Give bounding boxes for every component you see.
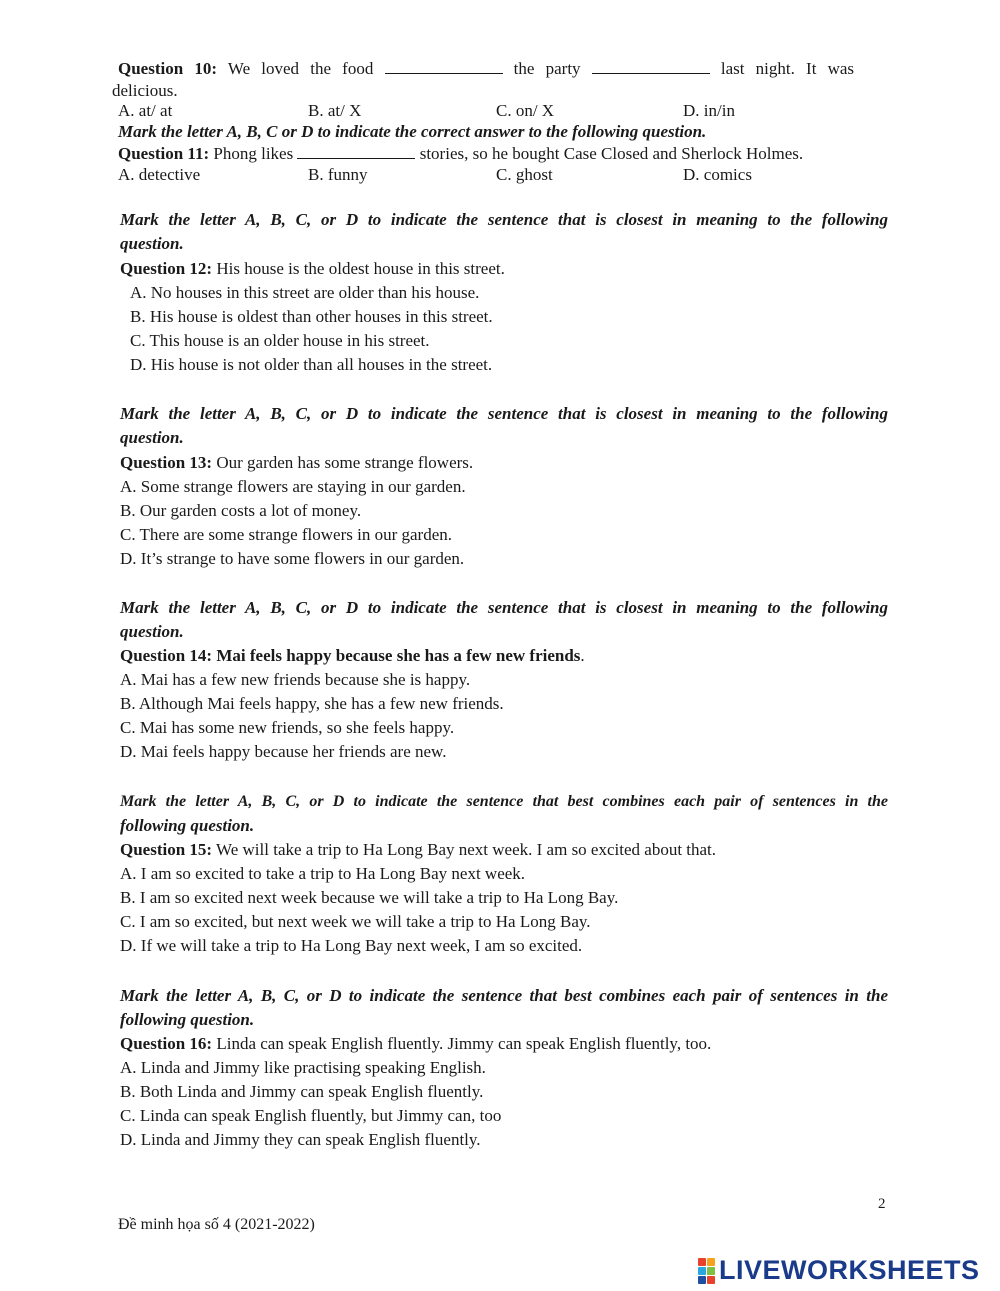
instruction: Mark the letter A, B, C, or D to indicate the sentence that best combines each pair of sentences in the	[120, 986, 888, 1005]
liveworksheets-logo[interactable]	[698, 1255, 980, 1286]
answer-blank-1[interactable]	[385, 59, 503, 74]
option-c[interactable]: C. on/ X	[496, 101, 555, 120]
tile	[698, 1276, 706, 1284]
question-11-label: Question 11:	[118, 144, 210, 163]
tile	[698, 1267, 706, 1275]
option-b[interactable]: B. Our garden costs a lot of money.	[120, 501, 362, 520]
logo-tiles-icon	[698, 1258, 715, 1284]
option-b[interactable]: B. I am so excited next week because we will take a trip to Ha Long Bay.	[120, 888, 619, 907]
option-d[interactable]: D. comics	[683, 165, 752, 184]
option-d[interactable]: D. Mai feels happy because her friends are new.	[120, 742, 447, 761]
option-d[interactable]: D. in/in	[683, 101, 735, 120]
brand-name: LIVEWORKSHEETS	[719, 1255, 980, 1285]
answer-blank-2[interactable]	[592, 59, 710, 74]
instruction: Mark the letter A, B, C, or D to indicate the sentence that is closest in meaning to the following	[120, 598, 888, 617]
question-12-label: Question 12:	[120, 259, 213, 278]
question-14-label: Question 14: Mai feels happy because she has a few new friends	[120, 646, 581, 665]
option-c[interactable]: C. ghost	[496, 165, 553, 184]
option-c[interactable]: C. Linda can speak English fluently, but Jimmy can, too	[120, 1106, 502, 1125]
question-13: Question 13: Our garden has some strange flowers.	[120, 453, 474, 472]
option-a[interactable]: A. detective	[118, 165, 201, 184]
instruction: Mark the letter A, B, C, or D to indicate the sentence that is closest in meaning to the following	[120, 210, 888, 229]
question-12: Question 12: His house is the oldest house in this street.	[120, 259, 505, 278]
question-15: Question 15: We will take a trip to Ha Long Bay next week. I am so excited about that.	[120, 840, 717, 859]
option-b[interactable]: B. at/ X	[308, 101, 362, 120]
option-a[interactable]: A. Linda and Jimmy like practising speaking English.	[120, 1058, 486, 1077]
question-16: Question 16: Linda can speak English fluently. Jimmy can speak English fluently, too.	[120, 1034, 712, 1053]
question-14: Question 14: Mai feels happy because she has a few new friends.	[120, 646, 585, 665]
option-a[interactable]: A. Some strange flowers are staying in our garden.	[120, 477, 466, 496]
page-number: 2	[878, 1196, 886, 1212]
instruction: Mark the letter A, B, C, or D to indicate the sentence that best combines each pair of sentences in the	[120, 793, 888, 810]
question-13-label: Question 13:	[120, 453, 213, 472]
option-d[interactable]: D. His house is not older than all houses in the street.	[130, 355, 493, 374]
question-10-label: Question 10:	[118, 59, 218, 78]
option-d[interactable]: D. Linda and Jimmy they can speak English fluently.	[120, 1130, 481, 1149]
option-a[interactable]: A. Mai has a few new friends because she is happy.	[120, 670, 471, 689]
answer-blank[interactable]	[297, 144, 415, 159]
instruction-continuation: question.	[120, 428, 184, 447]
instruction-continuation: following question.	[120, 1010, 255, 1029]
instruction: Mark the letter A, B, C, or D to indicate the sentence that is closest in meaning to the following	[120, 404, 888, 423]
option-c[interactable]: C. Mai has some new friends, so she feels happy.	[120, 718, 455, 737]
tile	[698, 1258, 706, 1266]
option-b[interactable]: B. Both Linda and Jimmy can speak English fluently.	[120, 1082, 484, 1101]
option-d[interactable]: D. It’s strange to have some flowers in our garden.	[120, 549, 465, 568]
option-c[interactable]: C. There are some strange flowers in our garden.	[120, 525, 453, 544]
question-10-continuation: delicious.	[112, 81, 178, 100]
question-15-label: Question 15:	[120, 840, 213, 859]
option-c[interactable]: C. This house is an older house in his street.	[130, 331, 430, 350]
option-b[interactable]: B. funny	[308, 165, 368, 184]
question-10: Question 10: We loved the food the party last night. It was	[118, 59, 855, 78]
footer-text: Đề minh họa số 4 (2021-2022)	[118, 1216, 315, 1233]
option-b[interactable]: B. Although Mai feels happy, she has a few new friends.	[120, 694, 504, 713]
instruction: Mark the letter A, B, C or D to indicate the correct answer to the following question.	[118, 122, 707, 141]
option-c[interactable]: C. I am so excited, but next week we will take a trip to Ha Long Bay.	[120, 912, 591, 931]
question-16-label: Question 16:	[120, 1034, 213, 1053]
tile	[707, 1276, 715, 1284]
instruction-continuation: question.	[120, 622, 184, 641]
option-a[interactable]: A. at/ at	[118, 101, 173, 120]
option-b[interactable]: B. His house is oldest than other houses in this street.	[130, 307, 493, 326]
instruction-continuation: question.	[120, 234, 184, 253]
option-a[interactable]: A. I am so excited to take a trip to Ha Long Bay next week.	[120, 864, 526, 883]
question-11: Question 11: Phong likes stories, so he bought Case Closed and Sherlock Holmes.	[118, 144, 804, 163]
tile	[707, 1258, 715, 1266]
option-a[interactable]: A. No houses in this street are older than his house.	[130, 283, 480, 302]
option-d[interactable]: D. If we will take a trip to Ha Long Bay next week, I am so excited.	[120, 936, 583, 955]
instruction-continuation: following question.	[120, 816, 255, 835]
tile	[707, 1267, 715, 1275]
